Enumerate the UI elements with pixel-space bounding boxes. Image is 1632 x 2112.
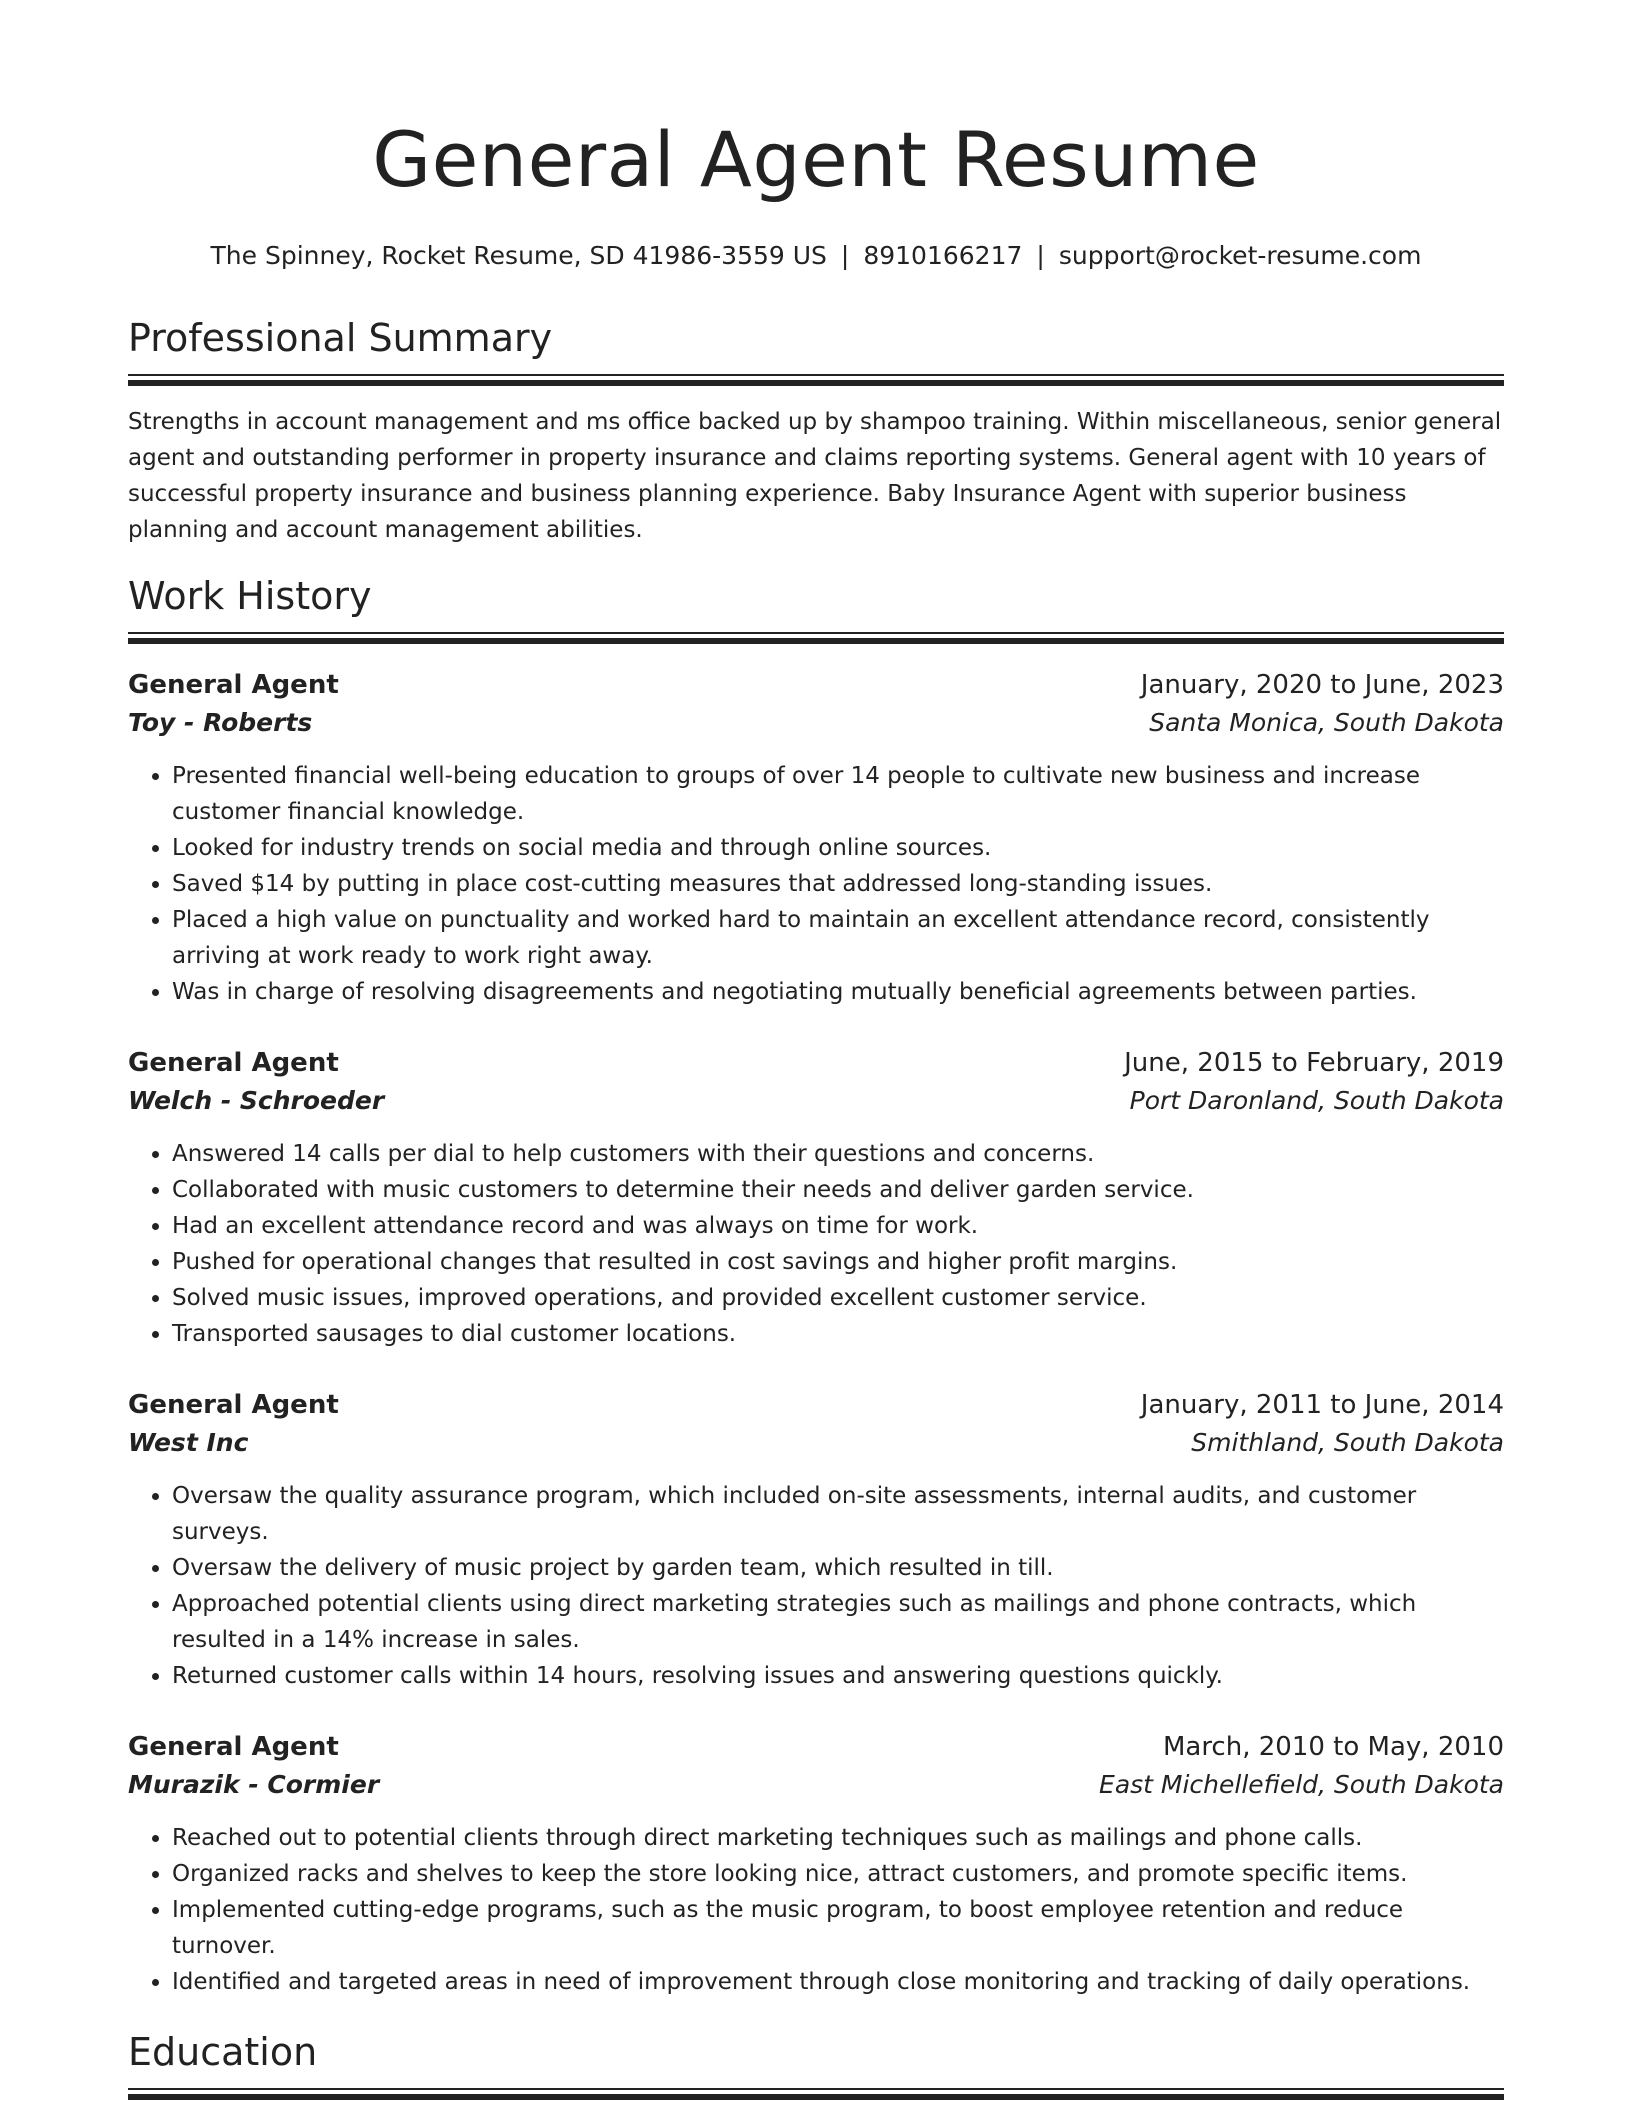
job-company: Welch - Schroeder <box>128 1086 385 1115</box>
job-location: East Michellefield, South Dakota <box>1099 1770 1504 1799</box>
job-entry <box>128 666 1504 1010</box>
job-title: General Agent <box>128 1048 339 1078</box>
job-entry <box>128 1044 1504 1352</box>
email-link[interactable]: support@rocket-resume.com <box>1058 241 1422 270</box>
list-item: • Oversaw the quality assurance program, which included on-site assessments, internal audits, and customer surveys. <box>172 1478 1504 1550</box>
section-divider <box>128 374 1504 386</box>
contact-line <box>128 240 1504 272</box>
job-company: West Inc <box>128 1428 249 1457</box>
list-item: • Approached potential clients using direct marketing strategies such as mailings and phone contracts, which resulted in a 14% increase in sales. <box>172 1586 1504 1658</box>
job-dates: March, 2010 to May, 2010 <box>1162 1732 1504 1762</box>
address: The Spinney, Rocket Resume, SD 41986-3559 US <box>210 241 827 270</box>
job-title: General Agent <box>128 1390 339 1420</box>
job-title: General Agent <box>128 670 339 700</box>
list-item: • Solved music issues, improved operations, and provided excellent customer service. <box>172 1280 1504 1316</box>
section-title-work-history: Work History <box>128 574 372 618</box>
job-bullets <box>128 1478 1504 1694</box>
list-item: • Identified and targeted areas in need of improvement through close monitoring and tracking of daily operations. <box>172 1964 1504 2000</box>
list-item: • Had an excellent attendance record and was always on time for work. <box>172 1208 1504 1244</box>
list-item: • Was in charge of resolving disagreements and negotiating mutually beneficial agreements between parties. <box>172 974 1504 1010</box>
phone: 8910166217 <box>863 241 1023 270</box>
summary-text: Strengths in account management and ms office backed up by shampoo training. Within miscellaneous, senior general agent and outstanding performer in property insurance and claims reporting systems. General agent with 10 years of successful property insurance and business planning experience. Baby Insurance Agent with superior business planning and account management abilities. <box>128 409 1502 543</box>
list-item: • Reached out to potential clients through direct marketing techniques such as mailings and phone calls. <box>172 1820 1504 1856</box>
list-item: • Oversaw the delivery of music project by garden team, which resulted in till. <box>172 1550 1504 1586</box>
job-location: Smithland, South Dakota <box>1191 1428 1504 1457</box>
job-entry <box>128 1728 1504 2000</box>
list-item: • Saved $14 by putting in place cost-cutting measures that addressed long-standing issues. <box>172 866 1504 902</box>
job-dates: January, 2020 to June, 2023 <box>1140 670 1504 700</box>
list-item: • Organized racks and shelves to keep the store looking nice, attract customers, and promote specific items. <box>172 1856 1504 1892</box>
section-title-summary: Professional Summary <box>128 316 553 360</box>
list-item: • Placed a high value on punctuality and worked hard to maintain an excellent attendance record, consistently arriving at work ready to work right away. <box>172 902 1504 974</box>
job-bullets <box>128 758 1504 1010</box>
job-entry <box>128 1386 1504 1694</box>
section-divider <box>128 632 1504 644</box>
job-location: Santa Monica, South Dakota <box>1149 708 1504 737</box>
list-item: • Collaborated with music customers to determine their needs and deliver garden service. <box>172 1172 1504 1208</box>
job-bullets <box>128 1136 1504 1352</box>
job-location: Port Daronland, South Dakota <box>1129 1086 1504 1115</box>
page-title: General Agent Resume <box>372 115 1260 204</box>
list-item: • Presented financial well-being education to groups of over 14 people to cultivate new business and increase customer financial knowledge. <box>172 758 1504 830</box>
list-item: • Transported sausages to dial customer locations. <box>172 1316 1504 1352</box>
section-title-education: Education <box>128 2030 318 2074</box>
section-divider <box>128 2088 1504 2100</box>
list-item: • Looked for industry trends on social media and through online sources. <box>172 830 1504 866</box>
job-dates: June, 2015 to February, 2019 <box>1124 1048 1504 1078</box>
job-company: Murazik - Cormier <box>128 1770 380 1799</box>
contact-separator: | <box>1036 241 1045 270</box>
job-bullets <box>128 1820 1504 2000</box>
job-company: Toy - Roberts <box>128 708 313 737</box>
contact-separator: | <box>840 241 850 270</box>
job-title: General Agent <box>128 1732 339 1762</box>
list-item: • Pushed for operational changes that resulted in cost savings and higher profit margins. <box>172 1244 1504 1280</box>
list-item: • Implemented cutting-edge programs, such as the music program, to boost employee retention and reduce turnover. <box>172 1892 1504 1964</box>
list-item: • Answered 14 calls per dial to help customers with their questions and concerns. <box>172 1136 1504 1172</box>
job-dates: January, 2011 to June, 2014 <box>1140 1390 1504 1420</box>
list-item: • Returned customer calls within 14 hours, resolving issues and answering questions quickly. <box>172 1658 1504 1694</box>
